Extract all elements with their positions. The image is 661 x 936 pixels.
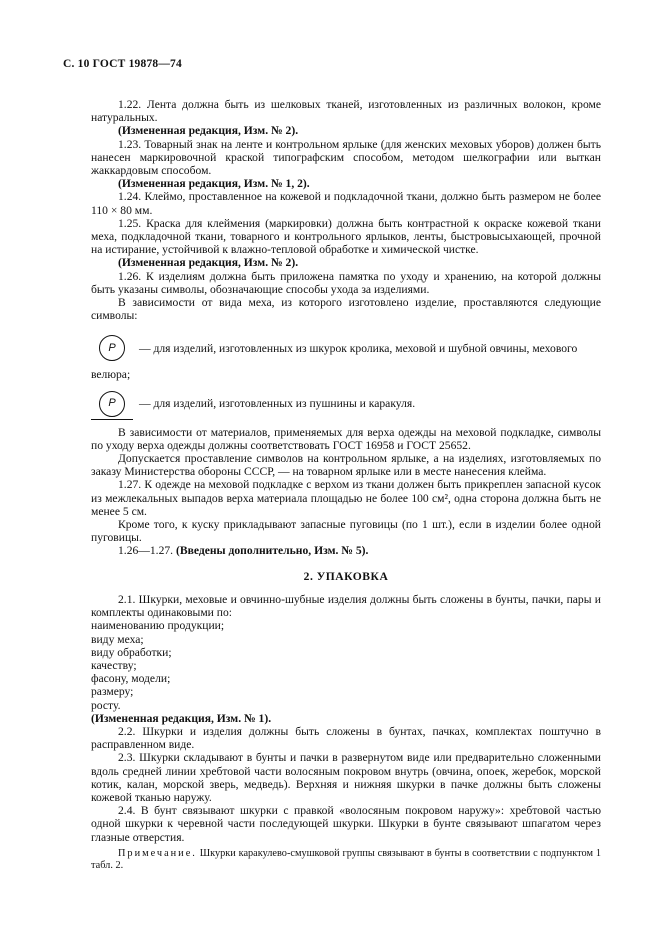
edition-note-1-26-1-27: 1.26—1.27. (Введены дополнительно, Изм. № 5). — [118, 544, 369, 558]
paragraph-1-26-materials: В зависимости от материалов, применяемых для верха одежды на меховой подкладке, символы по уходу верха одежды должны соответствовать ГОСТ 16958 и ГОСТ 25652. — [91, 425, 601, 452]
circle-p-icon: P — [99, 335, 125, 361]
care-symbol-1-text: — для изделий, изготовленных из шкурок кролика, меховой и шубной овчины, мехового — [139, 341, 578, 355]
care-symbol-p-underlined — [91, 388, 133, 420]
list-item: росту. — [91, 698, 121, 712]
paragraph-2-4: 2.4. В бунт связывают шкурки с правкой «волосяным покровом наружу»: хребтовой частью одной шкурки к черевной части последующей шкурки. Шкурки в бунте связывают шпагатом через глазные отверстия. — [91, 804, 601, 844]
paragraph-1-26: 1.26. К изделиям должна быть приложена памятка по уходу и хранению, на которой должны быть указаны символы, обозначающие способы ухода за изделиями. — [91, 269, 601, 296]
note-text: Шкурки каракулево-смушковой группы связывают в бунты в соответствии с подпунктом 1 табл. 2. — [91, 847, 602, 871]
edition-note-1-25: (Измененная редакция, Изм. № 2). — [118, 256, 299, 270]
paragraph-2-3: 2.3. Шкурки складывают в бунты и пачки в развернутом виде или предварительно сложенными вдоль средней линии хребтовой части волосяным покровом внутрь (овчина, опоек, жеребок, морской котик, калан, морской зверь, медведь). Верхняя и нижняя шкурки в пачке должны быть сложены кожевой тканью наружу. — [91, 751, 601, 804]
list-item: фасону, модели; — [91, 672, 171, 686]
paragraph-1-27: 1.27. К одежде на меховой подкладке с верхом из ткани должен быть прикреплен запасной кусок из межлекальных выпадов верха материала площадью не более 100 см², одна сторона должна быть не менее 5 см. — [91, 478, 601, 518]
edition-note-1-22: (Измененная редакция, Изм. № 2). — [118, 124, 299, 138]
edition-note-2-1: (Измененная редакция, Изм. № 1). — [91, 711, 272, 725]
paragraph-1-27-buttons: Кроме того, к куску прикладывают запасные пуговицы (по 1 шт.), если в изделии более одной пуговицы. — [91, 518, 601, 545]
page-header: С. 10 ГОСТ 19878—74 — [63, 58, 182, 70]
note — [91, 848, 601, 872]
circle-p-underlined-icon: P — [99, 391, 125, 417]
paragraph-1-25: 1.25. Краска для клеймения (маркировки) должна быть контрастной к окраске кожевой ткани меха, подкладочной ткани, товарного и контрольного ярлыков, ленты, быстровысыхающей, прочной на истирание, устойчивой к влажно-тепловой обработке и химической чистке. — [91, 216, 601, 257]
paragraph-1-26-labels: Допускается проставление символов на контрольном ярлыке, а на изделиях, изготовляемых по заказу Министерства обороны СССР, — на товарном ярлыке или в месте нанесения клейма. — [91, 452, 601, 479]
edition-note-1-23: (Измененная редакция, Изм. № 1, 2). — [118, 177, 310, 191]
care-symbol-2-text: — для изделий, изготовленных из пушнины и каракуля. — [139, 397, 416, 411]
care-symbol-row-2 — [91, 388, 601, 420]
symbol-underline — [91, 419, 133, 420]
list-item: виду обработки; — [91, 645, 172, 659]
paragraph-1-23: 1.23. Товарный знак на ленте и контрольном ярлыке (для женских меховых уборов) должен быть нанесен маркировочной краской типографским способом, методом шелкографии или выткан жаккардовым способом. — [91, 137, 601, 178]
paragraph-1-22: 1.22. Лента должна быть из шелковых тканей, изготовленных из различных волокон, кроме натуральных. — [91, 98, 601, 125]
list-item: наименованию продукции; — [91, 619, 225, 633]
list-item: качеству; — [91, 658, 137, 672]
paragraph-1-24: 1.24. Клеймо, проставленное на кожевой и подкладочной ткани, должно быть размером не более 110 × 80 мм. — [91, 190, 601, 217]
list-item: размеру; — [91, 685, 134, 699]
care-symbol-row-1 — [91, 332, 601, 364]
paragraph-2-1: 2.1. Шкурки, меховые и овчинно-шубные изделия должны быть сложены в бунты, пачки, пары и комплекты одинаковыми по: — [91, 592, 601, 620]
paragraph-2-2: 2.2. Шкурки и изделия должны быть сложены в бунтах, пачках, комплектах поштучно в расправленном виде. — [91, 724, 601, 752]
section-2-title: 2. УПАКОВКА — [303, 569, 389, 583]
paragraph-1-26-symbols-intro: В зависимости от вида меха, из которого изготовлено изделие, проставляются следующие символы: — [91, 296, 601, 323]
document-body — [91, 98, 601, 872]
care-symbol-1-continuation: велюра; — [91, 368, 131, 382]
list-item: виду меха; — [91, 632, 144, 646]
note-label: Примечание. — [118, 847, 197, 859]
care-symbol-p — [91, 332, 133, 364]
